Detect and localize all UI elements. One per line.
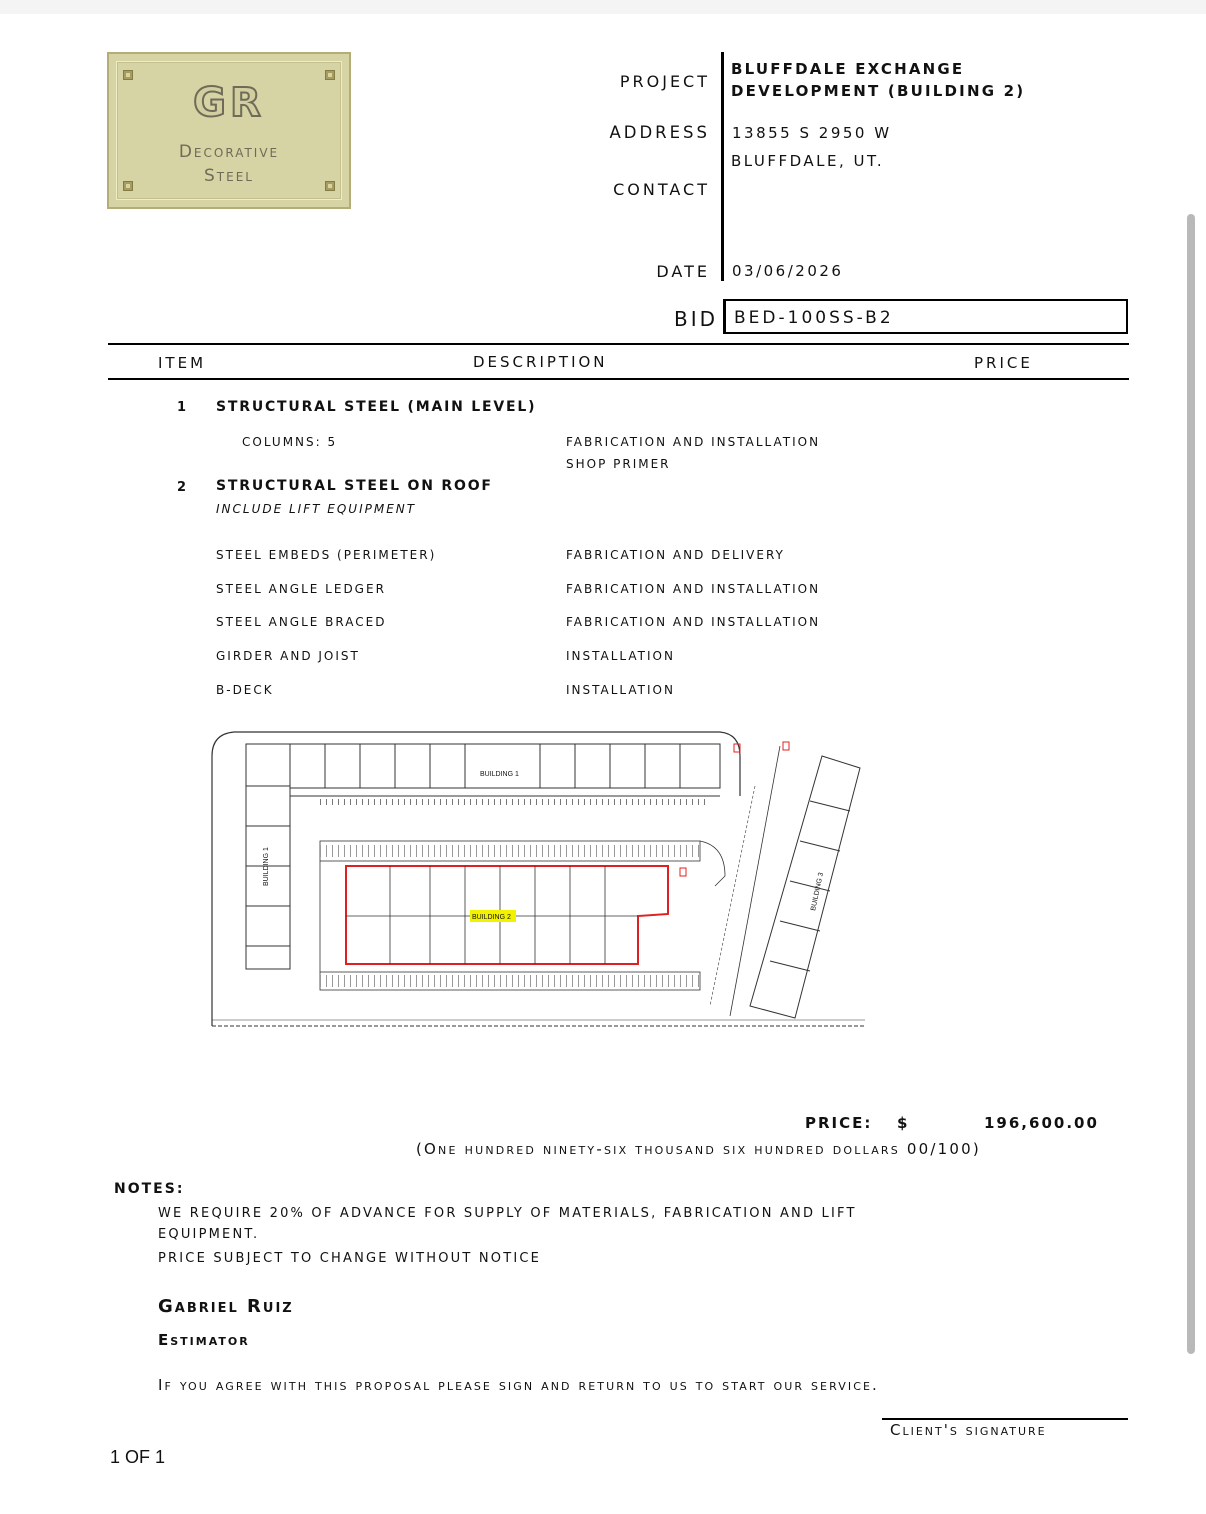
line-item-name: STEEL ANGLE LEDGER: [216, 582, 386, 596]
line-item-name: GIRDER AND JOIST: [216, 649, 360, 663]
page-indicator: 1 OF 1: [110, 1447, 166, 1467]
estimator-name: Gabriel Ruiz: [158, 1296, 294, 1317]
table-header-rule: [108, 378, 1129, 380]
item-title: STRUCTURAL STEEL ON ROOF: [216, 478, 493, 494]
address-line-1: 13855 S 2950 W: [732, 124, 892, 142]
logo-initials: GR: [193, 80, 265, 126]
line-item-name: B-DECK: [216, 683, 274, 697]
column-header-item: ITEM: [158, 354, 207, 372]
building-1-label: BUILDING 1: [480, 771, 519, 778]
building-3-label: BUILDING 3: [810, 871, 826, 912]
item-scope: SHOP PRIMER: [566, 457, 671, 471]
date-value: 03/06/2026: [732, 262, 844, 280]
address-line-2: BLUFFDALE, UT.: [731, 152, 885, 170]
line-item-scope: INSTALLATION: [566, 683, 675, 697]
line-item-scope: FABRICATION AND INSTALLATION: [566, 582, 821, 596]
company-logo: [107, 52, 351, 209]
logo-text-steel: Steel: [204, 166, 254, 186]
estimator-title: Estimator: [158, 1331, 250, 1349]
note-line: PRICE SUBJECT TO CHANGE WITHOUT NOTICE: [158, 1251, 542, 1266]
note-line: EQUIPMENT.: [158, 1227, 260, 1242]
address-label: ADDRESS: [609, 123, 710, 142]
signature-line: [882, 1418, 1128, 1420]
rivet-icon: [325, 70, 335, 80]
column-header-description: DESCRIPTION: [473, 353, 608, 371]
price-in-words: (One hundred ninety-six thousand six hundred dollars 00/100): [416, 1140, 981, 1158]
bid-value: BED-100SS-B2: [734, 308, 894, 328]
notes-heading: NOTES:: [114, 1181, 185, 1197]
note-line: WE REQUIRE 20% OF ADVANCE FOR SUPPLY OF MATERIALS, FABRICATION AND LIFT: [158, 1206, 857, 1221]
scrollbar[interactable]: [1187, 214, 1195, 1354]
line-item-name: STEEL EMBEDS (PERIMETER): [216, 548, 437, 562]
bid-box: [723, 299, 1128, 334]
price-currency: $: [897, 1114, 910, 1132]
closing-statement: If you agree with this proposal please sign and return to us to start our service.: [158, 1376, 879, 1394]
rivet-icon: [123, 70, 133, 80]
item-scope: FABRICATION AND INSTALLATION: [566, 435, 821, 449]
date-label: DATE: [656, 262, 710, 281]
item-number: 1: [177, 400, 187, 415]
column-header-price: PRICE: [974, 354, 1033, 372]
item-title: STRUCTURAL STEEL (MAIN LEVEL): [216, 399, 537, 415]
logo-text-decorative: Decorative: [178, 142, 280, 162]
project-name-line-2: DEVELOPMENT (BUILDING 2): [731, 82, 1026, 100]
price-label: PRICE:: [805, 1114, 873, 1132]
line-item-scope: FABRICATION AND INSTALLATION: [566, 615, 821, 629]
line-item-name: STEEL ANGLE BRACED: [216, 615, 387, 629]
bid-label: BID: [673, 307, 718, 331]
contact-label: CONTACT: [613, 180, 710, 199]
client-signature-label: Client's signature: [890, 1421, 1047, 1439]
project-name-line-1: BLUFFDALE EXCHANGE: [731, 60, 965, 78]
line-item-scope: INSTALLATION: [566, 649, 675, 663]
price-amount: 196,600.00: [984, 1114, 1099, 1132]
item-number: 2: [177, 480, 187, 495]
project-label: PROJECT: [619, 72, 710, 91]
top-bar: [0, 0, 1206, 14]
line-item-scope: FABRICATION AND DELIVERY: [566, 548, 785, 562]
item-note: INCLUDE LIFT EQUIPMENT: [216, 502, 417, 516]
site-plan-drawing: [210, 726, 865, 1031]
header-divider: [721, 52, 724, 281]
table-top-rule: [108, 343, 1129, 345]
building-2-label: BUILDING 2: [472, 914, 511, 921]
item-detail: COLUMNS: 5: [242, 435, 338, 449]
building-1-side-label: BUILDING 1: [263, 847, 270, 886]
